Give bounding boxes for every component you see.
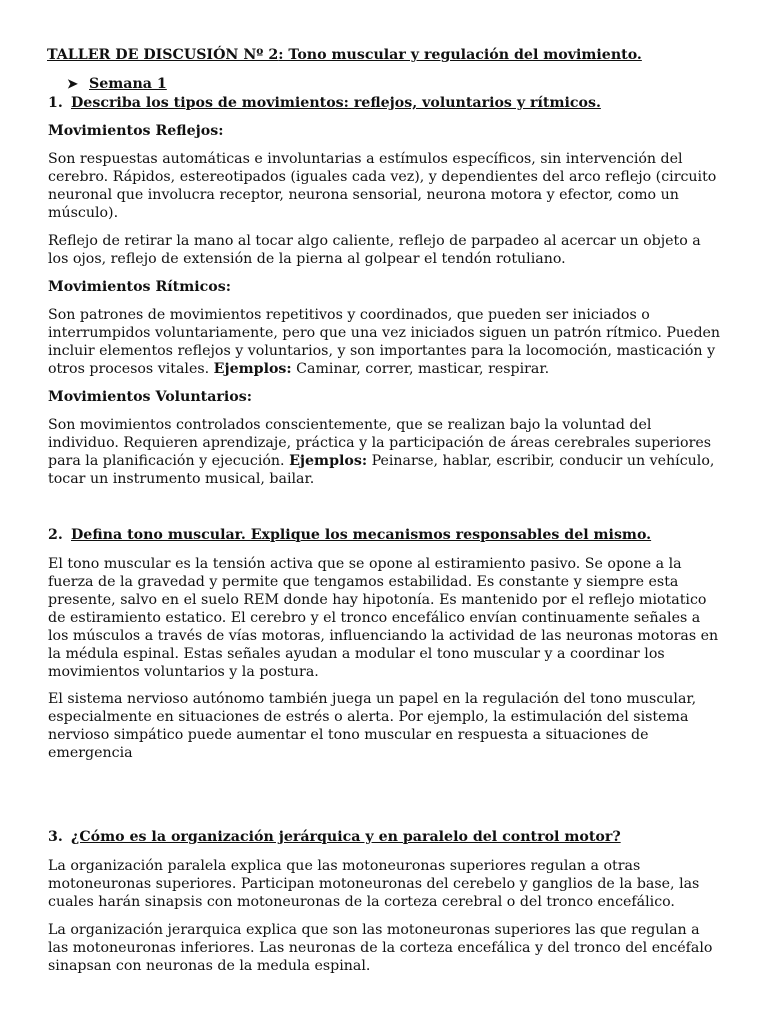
voluntarios-examples-text: Peinarse, hablar, escribir, conducir un vehículo, tocar un instrumento musical, bailar.: [48, 453, 715, 487]
week-bullet: [67, 75, 167, 94]
title-subtitle: : Tono muscular y regulación del movimiento.: [278, 47, 642, 63]
question-number: 3.: [48, 829, 63, 845]
title-main: TALLER DE DISCUSIÓN Nº 2: [47, 47, 279, 63]
tono-paragraph-2: El sistema nervioso autónomo también juega un papel en la regulación del tono muscular, especialmente en situaciones de estrés o alerta. Por ejemplo, la estimulación del sistema nervioso simpático puede aumentar el tono muscular en respuesta a situaciones de emergencia: [48, 691, 697, 761]
question-2-heading: [48, 526, 651, 544]
week-label: Semana 1: [89, 76, 167, 92]
question-text: Defina tono muscular. Explique los mecanismos responsables del mismo.: [71, 527, 652, 543]
question-text: Describa los tipos de movimientos: reflejos, voluntarios y rítmicos.: [71, 95, 601, 111]
question-number: 2.: [48, 527, 63, 543]
ritmicos-paragraph: [48, 306, 724, 378]
voluntarios-examples-label: Ejemplos:: [289, 453, 368, 469]
voluntarios-heading: Movimientos Voluntarios:: [48, 389, 252, 405]
reflejos-examples-paragraph: Reflejo de retirar la mano al tocar algo caliente, reflejo de parpadeo al acercar un objeto a los ojos, reflejo de extensión de la pierna al golpear el tendón rotuliano.: [48, 233, 701, 267]
reflejos-heading: Movimientos Reflejos:: [48, 123, 224, 139]
tono-paragraph-1: El tono muscular es la tensión activa que se opone al estiramiento pasivo. Se opone a la fuerza de la gravedad y permite que tengamos estabilidad. Es constante y siempre esta presente, salvo en el suelo REM donde hay hipotonía. Es mantenido por el reflejo miotatico de estiramiento estatico. El cerebro y el tronco encefálico envían continuamente señales a los músculos a través de vías motoras, influenciando la actividad de las neuronas motoras en la médula espinal. Estas señales ayudan a modular el tono muscular y a coordinar los movimientos voluntarios y la postura.: [48, 556, 719, 680]
arrow-bullet-icon: ➤: [67, 77, 78, 92]
reflejos-paragraph: Son respuestas automáticas e involuntarias a estímulos específicos, sin intervención del cerebro. Rápidos, estereotipados (iguales cada vez), y dependientes del arco reflejo (circuito neuronal que involucra receptor, neurona sensorial, neurona motora y efector, como un músculo).: [48, 151, 717, 221]
question-3-heading: [48, 828, 621, 846]
voluntarios-text: Son movimientos controlados conscientemente, que se realizan bajo la voluntad del individuo. Requieren aprendizaje, práctica y la participación de áreas cerebrales superiores para la planificación y ejecución.: [48, 417, 712, 469]
voluntarios-paragraph: [48, 416, 724, 488]
question-text: ¿Cómo es la organización jerárquica y en paralelo del control motor?: [71, 829, 621, 845]
organizacion-jerarquica-paragraph: La organización jerarquica explica que son las motoneuronas superiores las que regulan a las motoneuronas inferiores. Las neuronas de la corteza encefálica y del tronco del encéfalo sinapsan con neuronas de la medula espinal.: [48, 922, 713, 974]
ritmicos-heading: Movimientos Rítmicos:: [48, 279, 231, 295]
organizacion-paralela-paragraph: La organización paralela explica que las motoneuronas superiores regulan a otras motoneuronas superiores. Participan motoneuronas del cerebelo y ganglios de la base, las cuales harán sinapsis con motoneuronas de la corteza cerebral o del tronco encefálico.: [48, 858, 700, 910]
ritmicos-examples-text: Caminar, correr, masticar, respirar.: [291, 361, 550, 377]
question-number: 1.: [48, 95, 63, 111]
document-title: [47, 46, 642, 64]
question-1-heading: [48, 94, 601, 112]
ritmicos-text: Son patrones de movimientos repetitivos y coordinados, que pueden ser iniciados o interrumpidos voluntariamente, pero que una vez iniciados siguen un patrón rítmico. Pueden incluir elementos reflejos y voluntarios, y son importantes para la locomoción, masticación y otros procesos vitales.: [48, 307, 721, 377]
ritmicos-examples-label: Ejemplos:: [213, 361, 292, 377]
